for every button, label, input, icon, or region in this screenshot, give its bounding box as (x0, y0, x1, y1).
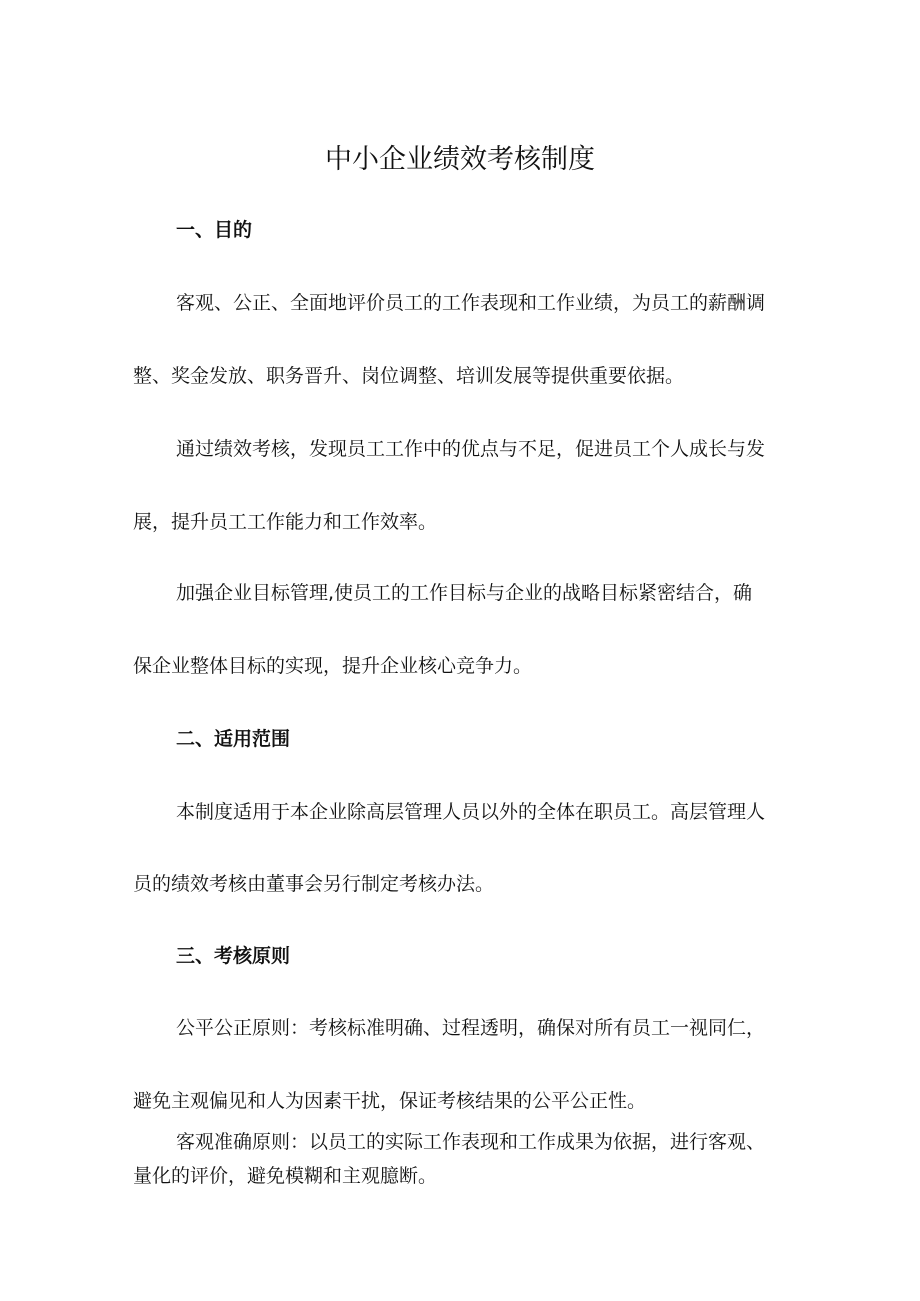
section-heading-purpose: 一、目的 (176, 219, 253, 241)
section-heading-principles: 三、考核原则 (176, 945, 291, 967)
paragraph-line: 量化的评价，避免模糊和主观臆断。 (133, 1165, 438, 1187)
paragraph-line: 避免主观偏见和人为因素干扰，保证考核结果的公平公正性。 (133, 1090, 647, 1112)
paragraph-line: 整、奖金发放、职务晋升、岗位调整、培训发展等提供重要依据。 (133, 365, 685, 387)
paragraph-line: 展，提升员工工作能力和工作效率。 (133, 511, 438, 533)
paragraph-line: 员的绩效考核由董事会另行制定考核办法。 (133, 873, 495, 895)
paragraph-line: 通过绩效考核，发现员工工作中的优点与不足，促进员工个人成长与发 (176, 438, 766, 460)
paragraph-line: 加强企业目标管理,使员工的工作目标与企业的战略目标紧密结合，确 (176, 582, 753, 604)
paragraph-line: 客观、公正、全面地评价员工的工作表现和工作业绩，为员工的薪酬调 (176, 292, 766, 314)
paragraph-line: 本制度适用于本企业除高层管理人员以外的全体在职员工。高层管理人 (176, 801, 766, 823)
paragraph-line: 客观准确原则：以员工的实际工作表现和工作成果为依据，进行客观、 (176, 1131, 766, 1153)
document-title: 中小企业绩效考核制度 (325, 144, 595, 175)
section-heading-scope: 二、适用范围 (176, 728, 291, 750)
paragraph-line: 公平公正原则：考核标准明确、过程透明，确保对所有员工一视同仁， (176, 1017, 766, 1039)
paragraph-line: 保企业整体目标的实现，提升企业核心竞争力。 (133, 655, 533, 677)
